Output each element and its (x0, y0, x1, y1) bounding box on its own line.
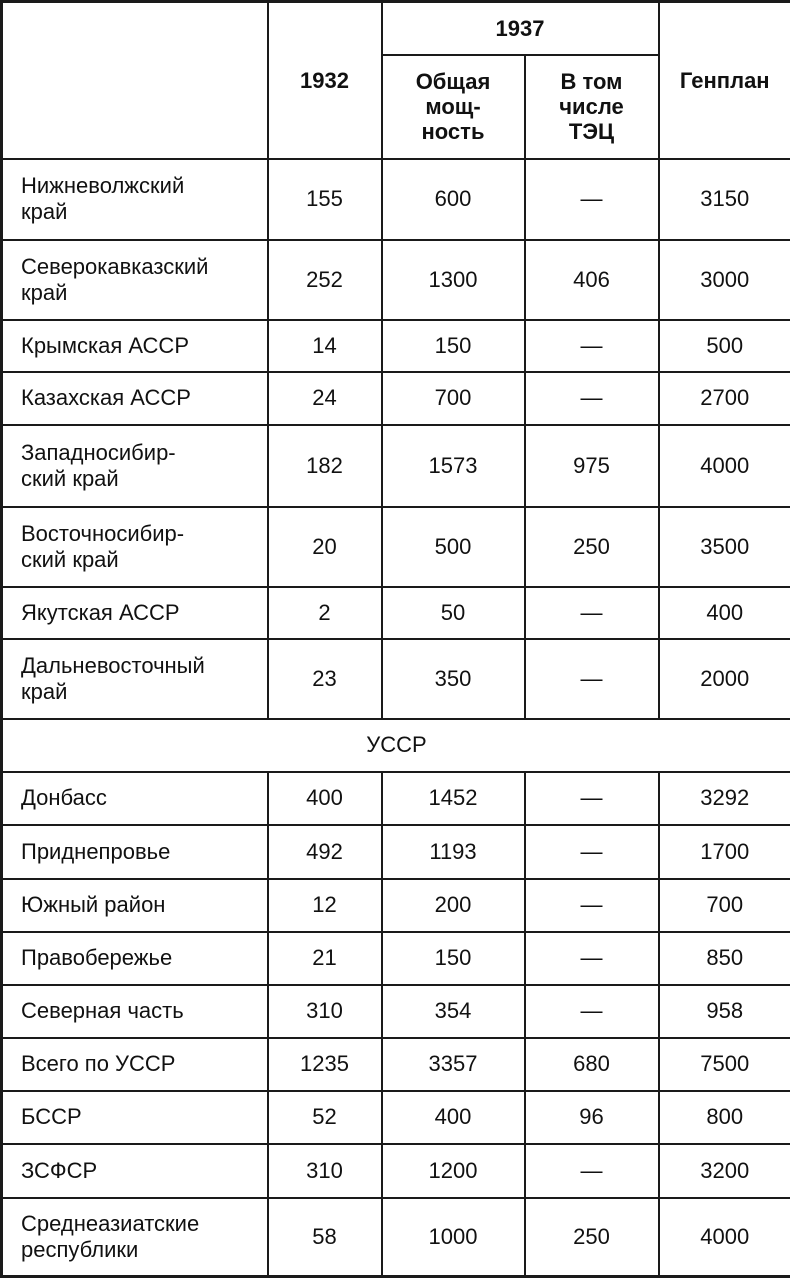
table-row (2, 372, 790, 425)
value-1937-total: 1200 (382, 1144, 525, 1198)
value-genplan: 3000 (659, 240, 790, 320)
value-1937-total: 150 (382, 932, 525, 985)
value-1937-tec: — (525, 1144, 659, 1198)
value-1932: 58 (268, 1198, 382, 1277)
value-1932: 14 (268, 320, 382, 372)
value-1932: 52 (268, 1091, 382, 1144)
value-1932: 12 (268, 879, 382, 932)
value-1932: 1235 (268, 1038, 382, 1091)
value-1937-tec: 975 (525, 425, 659, 507)
value-genplan: 2000 (659, 639, 790, 719)
value-1937-tec: 680 (525, 1038, 659, 1091)
value-1937-total: 350 (382, 639, 525, 719)
region-name: Восточносибир- ский край (2, 507, 268, 587)
value-genplan: 2700 (659, 372, 790, 425)
value-genplan: 958 (659, 985, 790, 1038)
header-including-tec: В том числе ТЭЦ (525, 55, 659, 159)
value-1937-total: 3357 (382, 1038, 525, 1091)
region-name: Среднеазиатские республики (2, 1198, 268, 1277)
value-genplan: 4000 (659, 425, 790, 507)
region-name: Нижневолжский край (2, 159, 268, 240)
header-1932: 1932 (268, 2, 382, 159)
section-title: УССР (2, 719, 790, 772)
value-1932: 20 (268, 507, 382, 587)
value-1932: 24 (268, 372, 382, 425)
table-row (2, 639, 790, 719)
value-genplan: 400 (659, 587, 790, 639)
value-1932: 155 (268, 159, 382, 240)
value-1937-total: 150 (382, 320, 525, 372)
table-row (2, 587, 790, 639)
region-name: Южный район (2, 879, 268, 932)
value-1937-tec: — (525, 587, 659, 639)
value-genplan: 7500 (659, 1038, 790, 1091)
value-1932: 21 (268, 932, 382, 985)
value-1937-tec: — (525, 372, 659, 425)
value-1937-tec: — (525, 320, 659, 372)
value-1937-total: 200 (382, 879, 525, 932)
header-1937-group: 1937 (382, 2, 659, 55)
value-1937-total: 1300 (382, 240, 525, 320)
value-1932: 182 (268, 425, 382, 507)
value-1932: 492 (268, 825, 382, 879)
table-row (2, 1038, 790, 1091)
value-1937-tec: 406 (525, 240, 659, 320)
value-genplan: 850 (659, 932, 790, 985)
value-1937-total: 1573 (382, 425, 525, 507)
value-1937-tec: 96 (525, 1091, 659, 1144)
value-genplan: 4000 (659, 1198, 790, 1277)
region-name: Западносибир- ский край (2, 425, 268, 507)
value-1937-total: 1452 (382, 772, 525, 825)
value-genplan: 700 (659, 879, 790, 932)
table-row (2, 320, 790, 372)
value-1932: 400 (268, 772, 382, 825)
table-row (2, 425, 790, 507)
region-name: ЗСФСР (2, 1144, 268, 1198)
table-row (2, 932, 790, 985)
value-genplan: 3150 (659, 159, 790, 240)
value-1932: 310 (268, 1144, 382, 1198)
region-name: Якутская АССР (2, 587, 268, 639)
table-body (2, 159, 790, 1277)
value-1937-tec: — (525, 639, 659, 719)
region-name: Приднепровье (2, 825, 268, 879)
value-1937-tec: — (525, 825, 659, 879)
region-name: Донбасс (2, 772, 268, 825)
value-1937-total: 400 (382, 1091, 525, 1144)
value-1937-tec: — (525, 985, 659, 1038)
value-genplan: 3200 (659, 1144, 790, 1198)
value-1937-tec: — (525, 159, 659, 240)
value-1937-tec: — (525, 932, 659, 985)
region-name: Северная часть (2, 985, 268, 1038)
table-row (2, 825, 790, 879)
header-genplan: Генплан (659, 2, 790, 159)
value-1932: 23 (268, 639, 382, 719)
table-row (2, 1198, 790, 1277)
table-row (2, 879, 790, 932)
table-row (2, 159, 790, 240)
value-genplan: 3292 (659, 772, 790, 825)
value-1937-tec: — (525, 879, 659, 932)
value-1937-total: 354 (382, 985, 525, 1038)
value-genplan: 1700 (659, 825, 790, 879)
section-row-ussr (2, 719, 790, 772)
region-name: Дальневосточный край (2, 639, 268, 719)
value-1937-tec: 250 (525, 1198, 659, 1277)
table-row (2, 1144, 790, 1198)
value-genplan: 3500 (659, 507, 790, 587)
table-row (2, 772, 790, 825)
value-1937-total: 500 (382, 507, 525, 587)
value-1937-total: 1000 (382, 1198, 525, 1277)
header-region-empty (2, 2, 268, 159)
table-row (2, 985, 790, 1038)
region-name: Северокавказский край (2, 240, 268, 320)
region-name: БССР (2, 1091, 268, 1144)
value-genplan: 500 (659, 320, 790, 372)
value-1937-tec: 250 (525, 507, 659, 587)
table-row (2, 1091, 790, 1144)
region-name: Правобережье (2, 932, 268, 985)
table-row (2, 240, 790, 320)
region-name: Казахская АССР (2, 372, 268, 425)
value-1932: 2 (268, 587, 382, 639)
value-1937-total: 1193 (382, 825, 525, 879)
table-row (2, 507, 790, 587)
region-name: Всего по УССР (2, 1038, 268, 1091)
value-genplan: 800 (659, 1091, 790, 1144)
region-name: Крымская АССР (2, 320, 268, 372)
value-1937-total: 700 (382, 372, 525, 425)
header-total-capacity: Общая мощ- ность (382, 55, 525, 159)
value-1932: 252 (268, 240, 382, 320)
value-1932: 310 (268, 985, 382, 1038)
value-1937-total: 600 (382, 159, 525, 240)
value-1937-total: 50 (382, 587, 525, 639)
value-1937-tec: — (525, 772, 659, 825)
